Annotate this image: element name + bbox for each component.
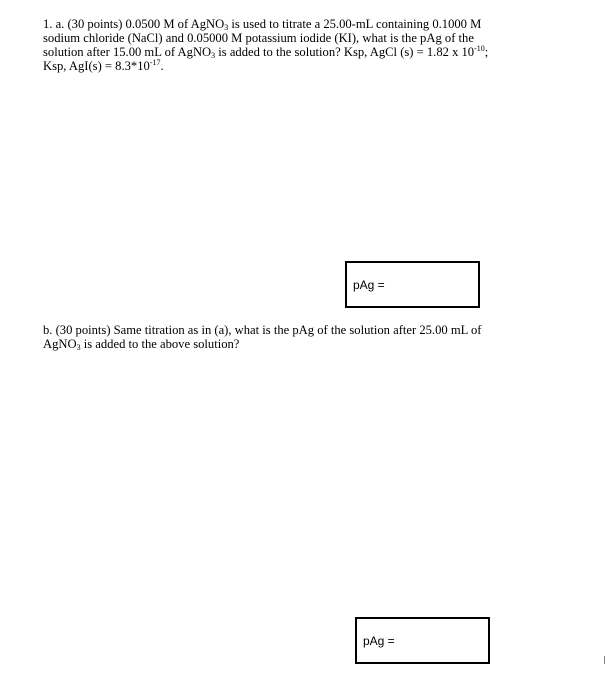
subscript: 3 [211, 51, 216, 60]
question-b-text: AgNO [43, 337, 77, 351]
answer-box-b[interactable] [355, 617, 490, 664]
subscript: 3 [76, 343, 81, 352]
answer-box-a[interactable] [345, 261, 480, 308]
superscript: -10 [474, 44, 485, 53]
answer-label: pAg = [353, 278, 385, 292]
answer-label: pAg = [363, 634, 395, 648]
superscript: -17 [149, 58, 161, 67]
edge-mark [604, 656, 605, 664]
question-a-text: 1. a. (30 points) 0.0500 M of AgNO [43, 17, 225, 31]
question-a [43, 17, 488, 73]
question-b-text: is added to the above solution? [80, 337, 240, 351]
question-a-text: is used to titrate a 25.00-mL containing 0.1000 M [228, 17, 482, 31]
question-a-text: Ksp, AgI(s) = 8.3*10 [43, 59, 150, 73]
question-b [43, 323, 481, 351]
question-a-text: sodium chloride (NaCl) and 0.05000 M potassium iodide (KI), what is the pAg of the [43, 31, 474, 45]
question-a-text: ; [484, 45, 489, 59]
subscript: 3 [224, 23, 229, 32]
question-b-text: b. (30 points) Same titration as in (a), what is the pAg of the solution after 25.00 mL of [43, 323, 482, 337]
question-a-text: . [160, 59, 164, 73]
question-a-text: solution after 15.00 mL of AgNO [43, 45, 212, 59]
question-a-text: is added to the solution? Ksp, AgCl (s) = 1.82 x 10 [215, 45, 475, 59]
